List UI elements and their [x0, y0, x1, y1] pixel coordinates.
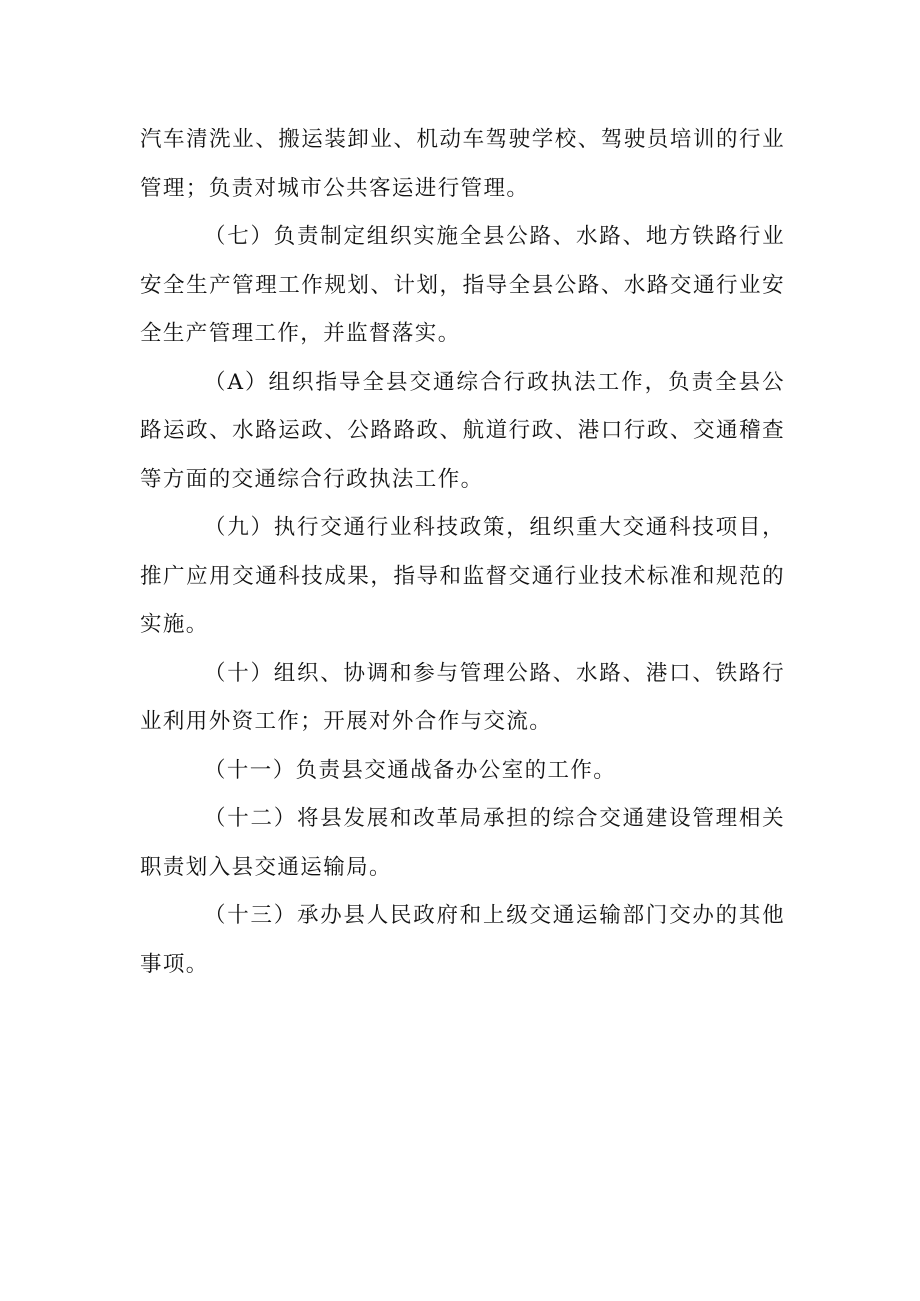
paragraph-item-10: （十）组织、协调和参与管理公路、水路、港口、铁路行业利用外资工作；开展对外合作与交流。 [140, 660, 785, 734]
paragraph-item-8: （A）组织指导全县交通综合行政执法工作，负责全县公路运政、水路运政、公路路政、航道行政、港口行政、交通稽查等方面的交通综合行政执法工作。 [140, 369, 785, 492]
paragraph-item-13: （十三）承办县人民政府和上级交通运输部门交办的其他事项。 [140, 903, 785, 977]
paragraph-item-12: （十二）将县发展和改革局承担的综合交通建设管理相关职责划入县交通运输局。 [140, 806, 785, 880]
paragraph-item-7: （七）负责制定组织实施全县公路、水路、地方铁路行业安全生产管理工作规划、计划，指导全县公路、水路交通行业安全生产管理工作，并监督落实。 [140, 224, 785, 346]
paragraph-item-9: （九）执行交通行业科技政策，组织重大交通科技项目，推广应用交通科技成果，指导和监督交通行业技术标准和规范的实施。 [140, 515, 785, 637]
paragraph-continuation: 汽车清洗业、搬运装卸业、机动车驾驶学校、驾驶员培训的行业管理；负责对城市公共客运进行管理。 [140, 127, 785, 201]
document-body [140, 116, 785, 989]
paragraph-item-11: （十一）负责县交通战备办公室的工作。 [204, 757, 617, 783]
